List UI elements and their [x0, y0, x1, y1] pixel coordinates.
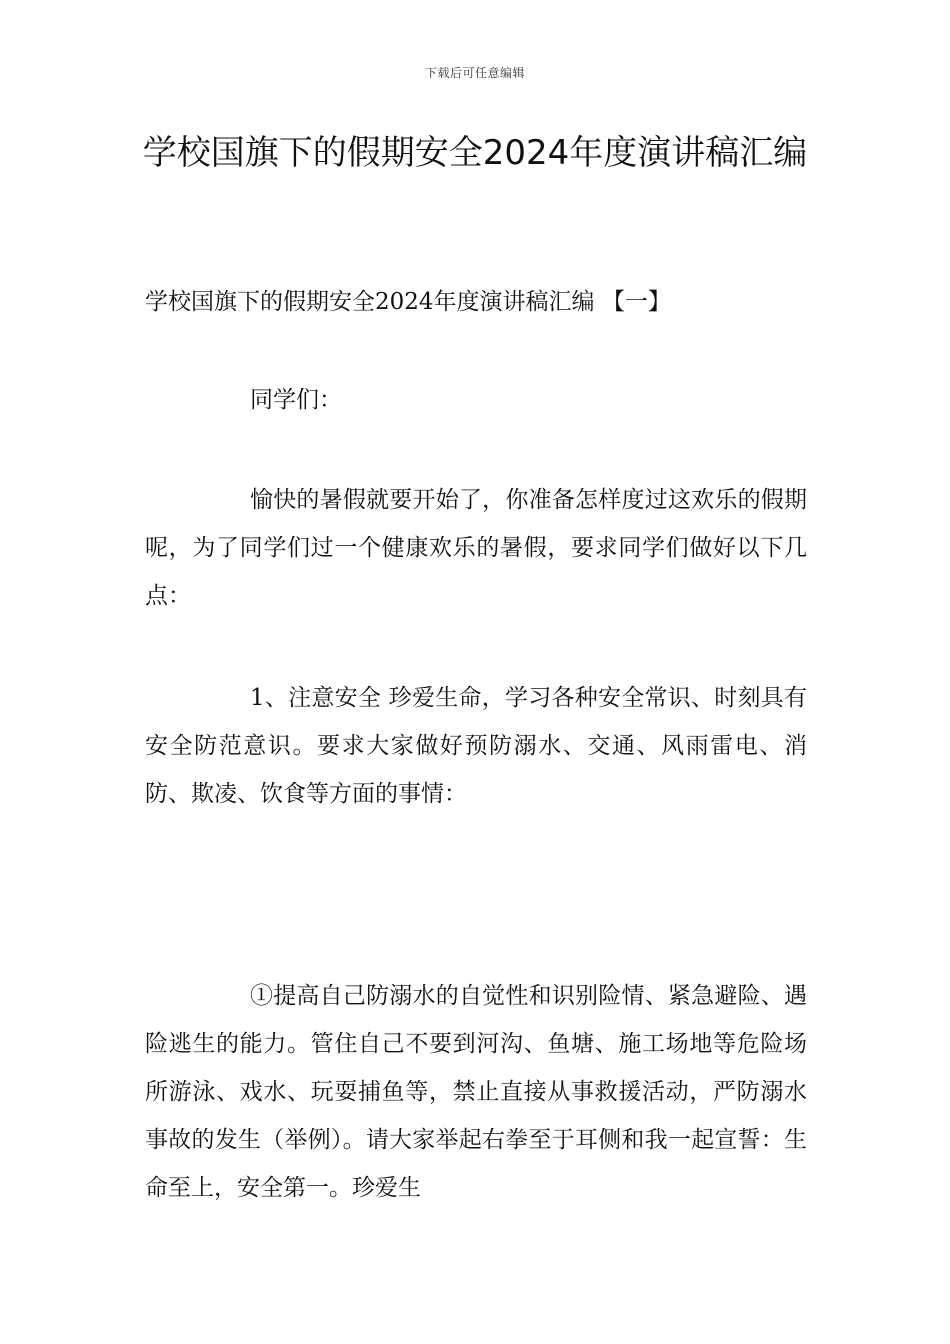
section-subtitle: 学校国旗下的假期安全2024年度演讲稿汇编 【一】 [145, 289, 671, 315]
paragraph-point-1: 1、注意安全 珍爱生命，学习各种安全常识、时刻具有安全防范意识。要求大家做好预防溺水、交通、风雨雷电、消防、欺凌、饮食等方面的事情： [145, 685, 807, 807]
paragraph-item-1: ①提高自己防溺水的自觉性和识别险情、紧急避险、遇险逃生的能力。管住自己不要到河沟、鱼塘、施工场地等危险场所游泳、戏水、玩耍捕鱼等，禁止直接从事救援活动，严防溺水事故的发生（举例）。请大家举起右拳至于耳侧和我一起宣誓：生命至上，安全第一。珍爱生 [145, 983, 807, 1201]
greeting-text: 同学们： [250, 387, 342, 413]
paragraph-intro: 愉快的暑假就要开始了，你准备怎样度过这欢乐的假期呢，为了同学们过一个健康欢乐的暑假，要求同学们做好以下几点： [145, 487, 807, 609]
document-title: 学校国旗下的假期安全2024年度演讲稿汇编 [142, 133, 808, 173]
header-note: 下载后可任意编辑 [424, 66, 525, 80]
